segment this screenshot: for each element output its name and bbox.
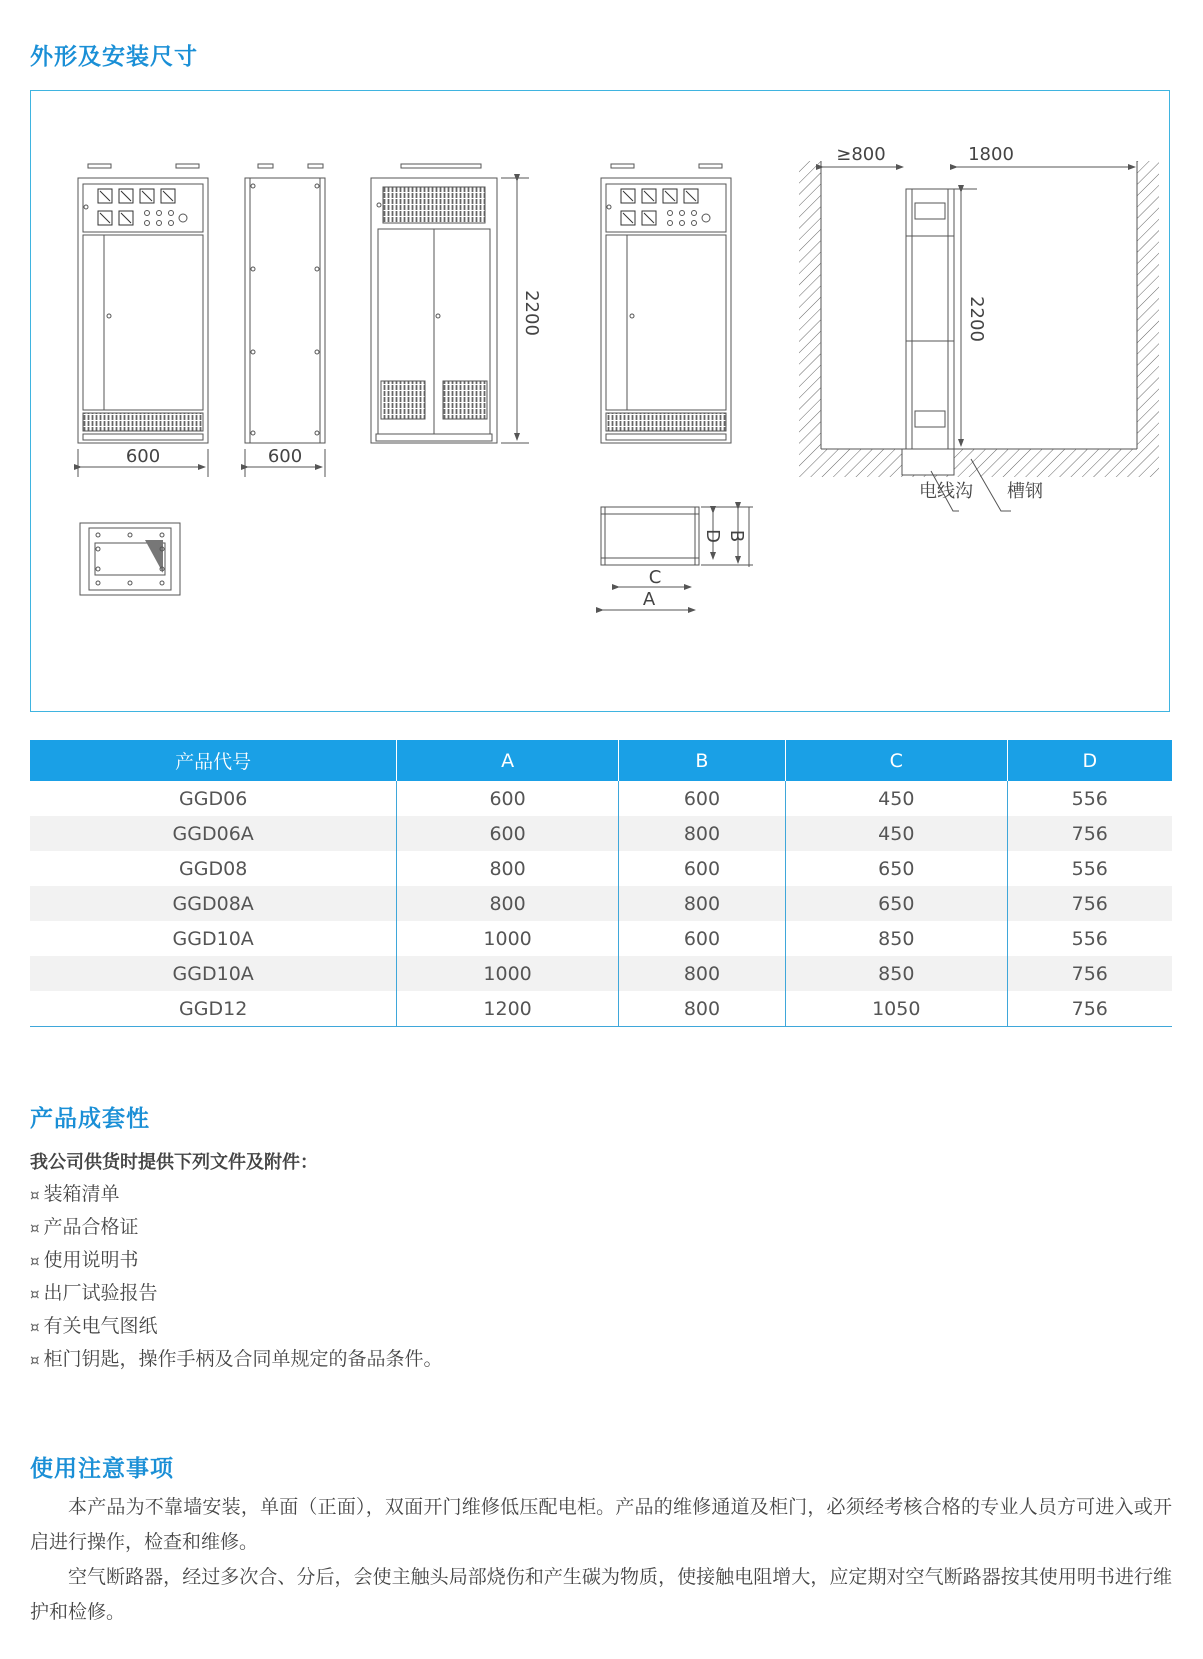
supplied-documents-list bbox=[30, 1178, 443, 1376]
table-cell: 1050 bbox=[786, 991, 1007, 1027]
list-item bbox=[30, 1211, 443, 1244]
bullet-icon: ¤ bbox=[30, 1351, 40, 1369]
table-cell: 556 bbox=[1071, 927, 1108, 950]
list-item bbox=[30, 1178, 443, 1211]
list-item-label: 使用说明书 bbox=[43, 1249, 139, 1271]
list-item-label: 产品合格证 bbox=[43, 1216, 139, 1238]
section-title-dimensions: 外形及安装尺寸 bbox=[30, 44, 198, 70]
table-header: B bbox=[618, 740, 785, 781]
table-header: 产品代号 bbox=[30, 740, 397, 781]
bullet-icon: ¤ bbox=[30, 1318, 40, 1336]
table-cell: 450 bbox=[786, 781, 1007, 816]
label-trench: 电线沟 bbox=[919, 481, 973, 502]
table-cell: 756 bbox=[1007, 886, 1172, 921]
table-cell: 600 bbox=[397, 816, 618, 851]
spec-table bbox=[30, 740, 1172, 1027]
dim-rear-clearance: 1800 bbox=[968, 144, 1014, 165]
bullet-icon: ¤ bbox=[30, 1252, 40, 1270]
table-cell: 450 bbox=[786, 816, 1007, 851]
label-a: A bbox=[642, 589, 656, 610]
cabinet-front-view bbox=[78, 164, 208, 443]
table-cell: 600 bbox=[397, 781, 618, 816]
dimension-drawing bbox=[31, 91, 1171, 713]
table-cell: 650 bbox=[786, 886, 1007, 921]
table-row bbox=[30, 781, 1172, 816]
table-cell: 600 bbox=[618, 781, 785, 816]
table-header: C bbox=[786, 740, 1007, 781]
dim-front-width: 600 bbox=[125, 446, 161, 467]
list-item bbox=[30, 1343, 443, 1376]
bullet-icon: ¤ bbox=[30, 1186, 40, 1204]
dim-front-clearance: ≥800 bbox=[836, 144, 886, 165]
label-c: C bbox=[648, 567, 662, 588]
label-channel-steel: 槽钢 bbox=[1007, 481, 1043, 502]
table-cell: 1000 bbox=[397, 956, 618, 991]
table-cell: 600 bbox=[618, 851, 785, 886]
list-item-label: 出厂试验报告 bbox=[43, 1282, 158, 1304]
table-cell: 600 bbox=[618, 921, 785, 956]
table-cell: GGD08 bbox=[30, 851, 397, 886]
base-plan-view bbox=[80, 523, 180, 595]
table-cell: GGD12 bbox=[30, 991, 397, 1027]
table-row bbox=[30, 956, 1172, 991]
table-cell: GGD08A bbox=[30, 886, 397, 921]
label-d: D bbox=[702, 529, 723, 543]
dim-side-width: 600 bbox=[267, 446, 303, 467]
section-title-usage-notes: 使用注意事项 bbox=[30, 1456, 174, 1482]
table-row bbox=[30, 816, 1172, 851]
supply-lead-text: 我公司供货时提供下列文件及附件： bbox=[30, 1152, 318, 1173]
list-item-label: 有关电气图纸 bbox=[43, 1315, 158, 1337]
table-cell: 800 bbox=[397, 886, 618, 921]
table-cell: 800 bbox=[618, 886, 785, 921]
cabinet-side-view bbox=[245, 164, 325, 443]
dim-height: 2200 bbox=[521, 290, 542, 336]
table-cell: GGD06A bbox=[30, 816, 397, 851]
bullet-icon: ¤ bbox=[30, 1219, 40, 1237]
table-cell: 556 bbox=[1071, 787, 1108, 810]
label-b: B bbox=[726, 529, 747, 543]
list-item-label: 装箱清单 bbox=[43, 1183, 120, 1205]
usage-paragraph: 本产品为不靠墙安装，单面（正面），双面开门维修低压配电柜。产品的维修通道及柜门，必须经考核合格的专业人员方可进入或开启进行操作，检查和维修。 bbox=[30, 1496, 1172, 1553]
list-item bbox=[30, 1244, 443, 1277]
table-cell: GGD06 bbox=[30, 781, 397, 816]
table-row bbox=[30, 851, 1172, 886]
table-cell: GGD10A bbox=[30, 921, 397, 956]
list-item-label: 柜门钥匙，操作手柄及合同单规定的备品条件。 bbox=[43, 1348, 443, 1370]
section-title-product-set: 产品成套性 bbox=[30, 1106, 150, 1132]
table-header-row bbox=[30, 740, 1172, 781]
base-section-view bbox=[601, 507, 753, 610]
table-cell: 756 bbox=[1007, 956, 1172, 991]
table-row bbox=[30, 886, 1172, 921]
table-cell: 850 bbox=[786, 956, 1007, 991]
table-cell: 556 bbox=[1071, 857, 1108, 880]
table-cell: 1000 bbox=[397, 921, 618, 956]
table-cell: 650 bbox=[786, 851, 1007, 886]
table-cell: 756 bbox=[1007, 816, 1172, 851]
table-cell: 800 bbox=[618, 956, 785, 991]
list-item bbox=[30, 1310, 443, 1343]
table-header: A bbox=[397, 740, 618, 781]
dimension-drawing-panel bbox=[30, 90, 1170, 712]
list-item bbox=[30, 1277, 443, 1310]
table-cell: 1200 bbox=[397, 991, 618, 1027]
usage-paragraph: 空气断路器，经过多次合、分后，会使主触头局部烧伤和产生碳为物质，使接触电阻增大，应定期对空气断路器按其使用明书进行维护和检修。 bbox=[30, 1566, 1172, 1623]
usage-notes-body bbox=[30, 1490, 1172, 1630]
cabinet-rear-view bbox=[371, 164, 497, 443]
table-cell: GGD10A bbox=[30, 956, 397, 991]
cabinet-front-view-2 bbox=[601, 164, 731, 443]
dim-install-height: 2200 bbox=[966, 296, 987, 342]
table-cell: 800 bbox=[618, 816, 785, 851]
table-row bbox=[30, 921, 1172, 956]
table-cell: 756 bbox=[1007, 991, 1172, 1027]
table-cell: 800 bbox=[618, 991, 785, 1027]
bullet-icon: ¤ bbox=[30, 1285, 40, 1303]
table-header: D bbox=[1007, 740, 1172, 781]
table-cell: 800 bbox=[397, 851, 618, 886]
table-cell: 850 bbox=[786, 921, 1007, 956]
table-row bbox=[30, 991, 1172, 1027]
